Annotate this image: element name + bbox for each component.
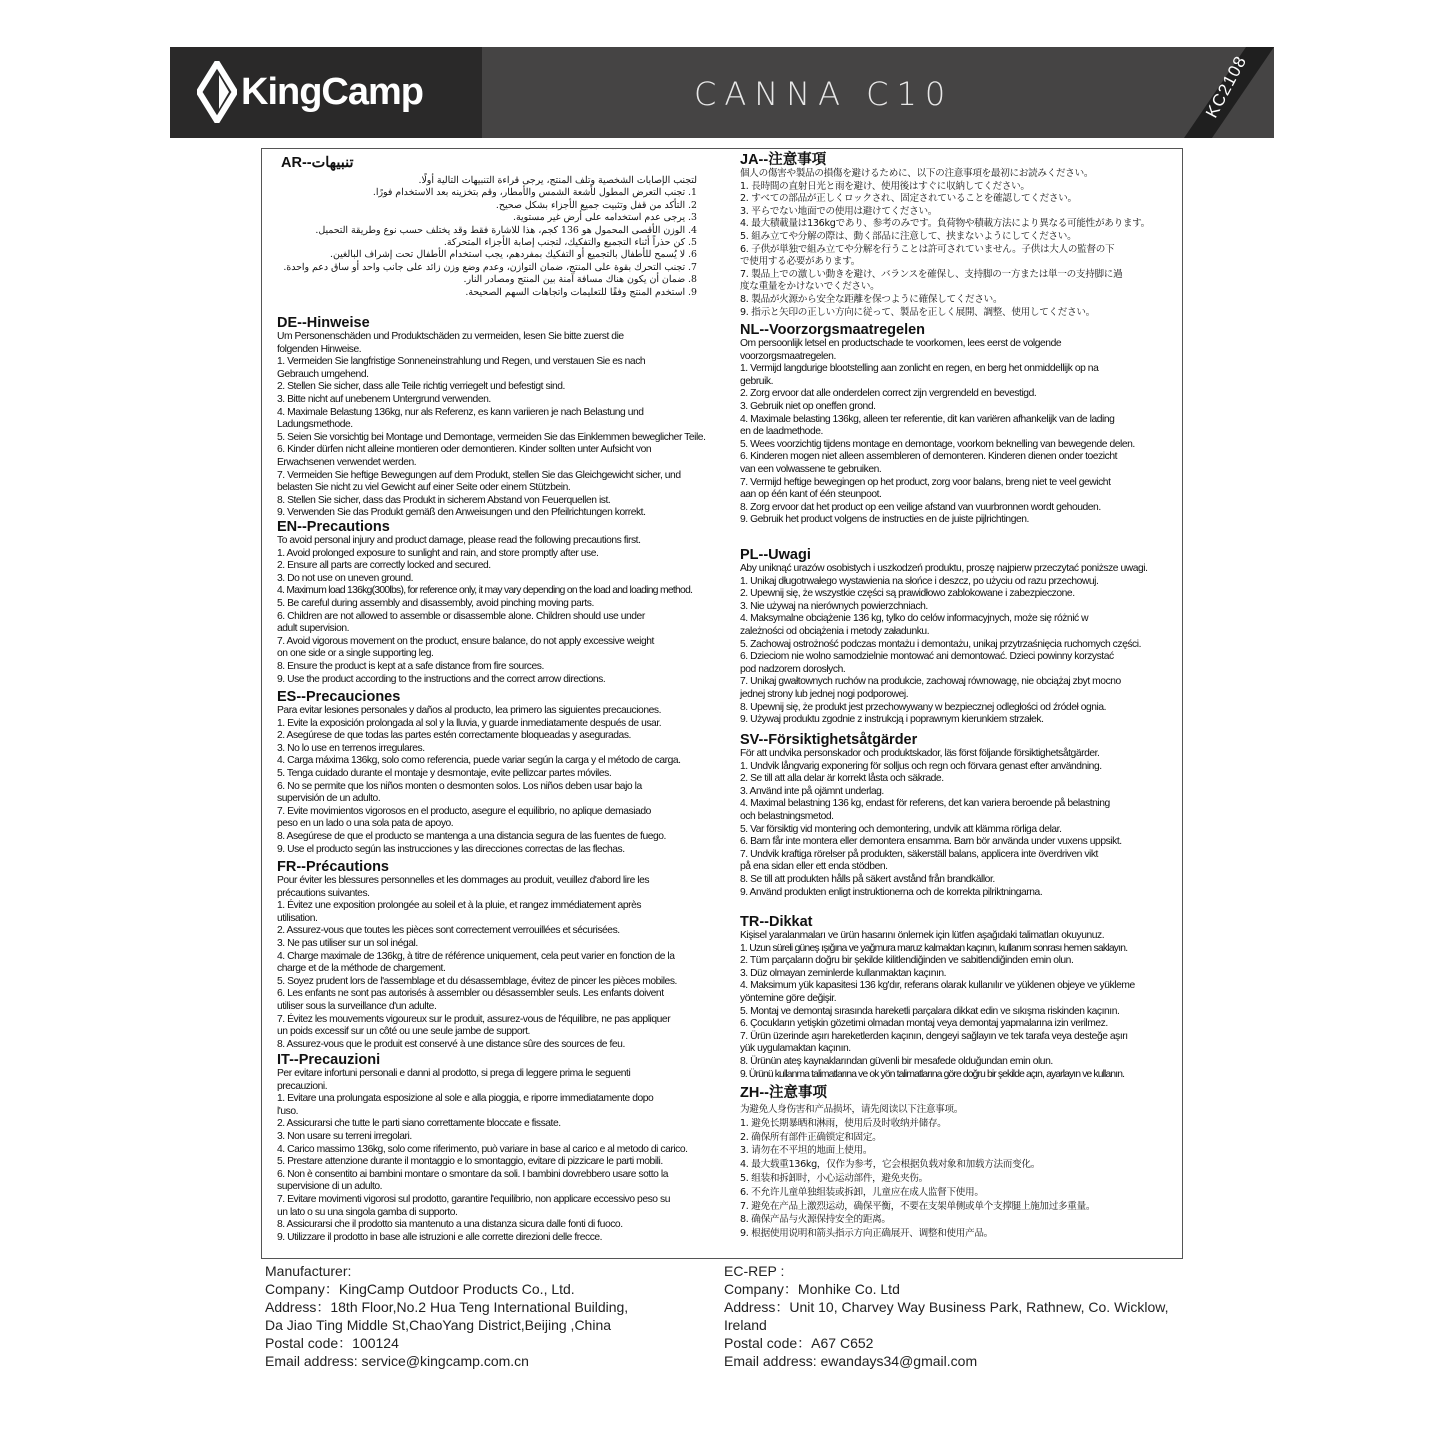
text-line: 9. Verwenden Sie das Produkt gemäß den Anweisungen und den Pfeilrichtungen korrekt. [277, 507, 646, 519]
ec-rep-company: Company：Monhike Co. Ltd [724, 1281, 900, 1297]
text-line: 3. يرجى عدم استخدامه على أرض غير مستوية. [513, 212, 697, 224]
text-line: 9. Use el producto según las instrucciones y las direcciones correctas de las flechas. [277, 843, 625, 855]
text-line: 度な重量をかけないでください。 [740, 281, 880, 293]
section-en [277, 519, 737, 686]
text-line: 6. Kinderen mogen niet alleen assembleren of demonteren. Kinderen dienen onder toezicht [740, 451, 1118, 463]
brand-logo [197, 61, 423, 123]
text-line: 6. Çocukların yetişkin gözetimi olmadan montaj veya demontaj yapmalarına izin verilmez. [740, 1018, 1108, 1030]
text-line: 8. Asegúrese de que el producto se mantenga a una distancia segura de las fuentes de fuego. [277, 830, 666, 842]
text-line: 4. Maximale Belastung 136kg, nur als Referenz, es kann variieren je nach Belastung und [277, 406, 644, 418]
text-line: 3. Gebruik niet op oneffen grond. [740, 400, 876, 412]
section-body [277, 705, 737, 856]
text-line: on one side or a single supporting leg. [277, 648, 434, 660]
ec-rep-email: Email address: ewandays34@gmail.com [724, 1353, 978, 1369]
text-line: 8. ضمان أن يكون هناك مسافة آمنة بين المنتج ومصادر النار. [463, 274, 697, 286]
text-line: 8. Se till att produkten hålls på säkert avstånd från brandkällor. [740, 873, 995, 885]
text-line: 7. Ürün üzerinde aşırı hareketlerden kaçının, dengeyi sağlayın ve tek tarafa veya desteğe aşırı [740, 1030, 1128, 1042]
text-line: charge et de la méthode de chargement. [277, 963, 446, 975]
text-line: 2. التأكد من قفل وتثبيت جميع الأجزاء بشكل صحيح. [495, 199, 697, 211]
text-line: 1. 長時間の直射日光と雨を避け、使用後はすぐに収納してください。 [740, 180, 1030, 192]
text-line: 8. Assurez-vous que le produit est conservé à une distance sûre des sources de feu. [277, 1038, 625, 1050]
text-line: 为避免人身伤害和产品损坏，请先阅读以下注意事项。 [740, 1104, 964, 1115]
text-line: 7. Vermijd heftige bewegingen op het product, zorg voor balans, breng niet te veel gewicht [740, 476, 1111, 488]
text-line: Pour éviter les blessures personnelles et les dommages au produit, veuillez d'abord lire les [277, 875, 650, 886]
text-line: 7. 避免在产品上激烈运动，确保平衡，不要在支架单侧或单个支撑腿上施加过多重量。 [740, 1200, 1096, 1212]
manufacturer-postal-code: Postal code：100124 [265, 1335, 399, 1351]
model-code: KC2108 [1201, 52, 1251, 121]
text-line: 8. Ensure the product is kept at a safe distance from fire sources. [277, 660, 544, 672]
section-body [740, 563, 1180, 727]
text-line: och belastningsmetod. [740, 810, 834, 822]
text-line: 9. Use the product according to the instructions and the correct arrow directions. [277, 673, 606, 685]
text-line: 3. Düz olmayan zeminlerde kullanmaktan kaçının. [740, 967, 947, 979]
text-line: 6. 子供が単独で組み立てや分解を行うことは許可されていません。子供は大人の監督の下 [740, 243, 1115, 255]
text-line: 5. Montaj ve demontaj sırasında hareketli parçalara dikkat edin ve sıkışma riskinden kaçının. [740, 1005, 1120, 1017]
text-line: précautions suivantes. [277, 887, 370, 899]
section-title: FR--Précautions [277, 859, 389, 875]
text-line: 5. 組み立てや分解の際は、動く部品に注意して、挟まないようにしてください。 [740, 230, 1077, 242]
section-de [277, 315, 737, 520]
text-line: 1. تجنب التعرض المطول لأشعة الشمس والأمطار، وقم بتخزينه بعد الاستخدام فورًا. [372, 187, 697, 199]
text-line: 7. Evitare movimenti vigorosi sul prodotto, garantire l'equilibrio, non applicare eccessivo peso su [277, 1193, 670, 1205]
text-line: 1. Vermijd langdurige blootstelling aan zonlicht en regen, en berg het onmiddellijk op na [740, 363, 1099, 375]
section-tr [740, 914, 1180, 1081]
text-line: 個人の傷害や製品の損傷を避けるために、以下の注意事項を最初にお読みください。 [740, 168, 1094, 179]
text-line: 5. Tenga cuidado durante el montaje y desmontaje, evite pellizcar partes móviles. [277, 767, 612, 779]
section-it [277, 1052, 737, 1244]
text-line: 5. Wees voorzichtig tijdens montage en demontage, voorkom beknelling van bewegende delen. [740, 438, 1135, 450]
text-line: supervisión de un adulto. [277, 793, 381, 805]
text-line: 7. Avoid vigorous movement on the product, ensure balance, do not apply excessive weight [277, 635, 654, 647]
text-line: 8. Zorg ervoor dat het product op een veilige afstand van vuurbronnen wordt gehouden. [740, 501, 1101, 513]
text-line: 8. Stellen Sie sicher, dass das Produkt in sicherem Abstand von Feuerquellen ist. [277, 494, 611, 506]
text-line: 3. Använd inte på ojämnt underlag. [740, 785, 884, 797]
text-line: 4. Charge maximale de 136kg, à titre de référence uniquement, cela peut varier en fonction de la [277, 950, 675, 962]
text-line: لتجنب الإصابات الشخصية وتلف المنتج، يرجى قراءة التنبيهات التالية أولًا. [418, 175, 697, 186]
text-line: supervisione di un adulto. [277, 1181, 383, 1193]
section-title: ES--Precauciones [277, 689, 401, 705]
section-body [740, 1103, 1180, 1241]
text-line: 8. Assicurarsi che il prodotto sia mantenuto a una distanza sicura dalle fonti di fuoco. [277, 1219, 623, 1231]
brand-name: KingCamp [241, 70, 423, 113]
text-line: 3. Ne pas utiliser sur un sol inégal. [277, 937, 418, 949]
text-line: 2. Stellen Sie sicher, dass alle Teile richtig verriegelt und befestigt sind. [277, 381, 565, 393]
text-line: 5. كن حذراً أثناء التجميع والتفكيك، لتجنب إصابة الأجزاء المتحركة. [443, 237, 697, 249]
product-name: CANNA C10 [694, 75, 954, 113]
section-body [740, 748, 1180, 899]
text-line: 5. Seien Sie vorsichtig bei Montage und Demontage, vermeiden Sie das Einklemmen beweglicher Teile. [277, 431, 706, 443]
text-line: 4. الوزن الأقصى المحمول هو 136 كجم، هذا للاشارة فقط وقد يختلف حسب نوع وطريقة التحميل. [315, 224, 697, 236]
text-line: aan op één kant of één steunpoot. [740, 489, 882, 501]
text-line: 3. Do not use on uneven ground. [277, 572, 414, 584]
text-line: på ena sidan eller ett enda stödben. [740, 861, 888, 873]
text-line: 2. Upewnij się, że wszystkie części są prawidłowo zablokowane i zabezpieczone. [740, 588, 1075, 600]
text-line: 2. Asegúrese de que todas las partes estén correctamente bloqueadas y aseguradas. [277, 730, 631, 742]
manufacturer-heading: Manufacturer: [265, 1263, 352, 1279]
section-body [277, 535, 737, 686]
text-line: 6. Les enfants ne sont pas autorisés à assembler ou désassembler seuls. Les enfants doivent [277, 988, 664, 1000]
text-line: l'uso. [277, 1105, 299, 1117]
text-line: 7. Unikaj gwałtownych ruchów na produkcie, zachowaj równowagę, nie obciążaj zbyt mocno [740, 676, 1121, 688]
text-line: 8. 确保产品与火源保持安全的距离。 [740, 1214, 891, 1226]
text-line: 7. Évitez les mouvements vigoureux sur le produit, assurez-vous de l'équilibre, ne pas appliquer [277, 1013, 671, 1025]
text-line: Para evitar lesiones personales y daños al producto, lea primero las siguientes precauciones. [277, 705, 661, 716]
ec-rep-address-line-1: Address：Unit 10, Charvey Way Business Park, Rathnew, Co. Wicklow, [724, 1299, 1169, 1315]
text-line: un poids excessif sur un côté ou une seule jambe de support. [277, 1026, 530, 1038]
section-es [277, 689, 737, 856]
section-body [740, 168, 1180, 319]
text-line: 1. Unikaj długotrwałego wystawienia na słońce i deszcz, po użyciu od razu przechowuj. [740, 575, 1099, 587]
text-line: yük uygulamaktan kaçının. [740, 1043, 851, 1055]
header-banner [170, 47, 1274, 138]
text-line: För att undvika personskador och produktskador, läs först följande försiktighetsåtgärder. [740, 748, 1100, 759]
text-line: 5. Var försiktig vid montering och demontering, undvik att klämma rörliga delar. [740, 823, 1062, 835]
text-line: Ladungsmethode. [277, 419, 353, 431]
text-line: 3. No lo use en terrenos irregulares. [277, 742, 425, 754]
text-line: 2. Assicurarsi che tutte le parti siano correttamente bloccate e fissate. [277, 1118, 561, 1130]
text-line: precauzioni. [277, 1080, 328, 1092]
precautions-box [261, 148, 1183, 1259]
text-line: 9. Utilizzare il prodotto in base alle istruzioni e alle corrette direzioni delle frecce. [277, 1231, 603, 1243]
section-body [277, 875, 737, 1051]
kingcamp-diamond-icon [197, 61, 237, 123]
text-line: Um Personenschäden und Produktschäden zu vermeiden, lesen Sie bitte zuerst die [277, 331, 624, 342]
text-line: 4. Maksimum yük kapasitesi 136 kg'dır, referans olarak kullanılır ve yüklenen objeye ve yükleme [740, 980, 1135, 992]
text-line: Aby uniknąć urazów osobistych i uszkodzeń produktu, proszę najpierw przeczytać poniższe uwagi. [740, 563, 1148, 574]
section-zh [740, 1085, 1180, 1241]
text-line: 6. Non è consentito ai bambini montare o smontare da soli. I bambini dovrebbero usare sotto la [277, 1168, 668, 1180]
text-line: peso en un lado o una sola pata de apoyo. [277, 818, 454, 830]
section-ar [277, 155, 737, 299]
text-line: jednej strony lub jednej nogi podporowej. [740, 688, 909, 700]
text-line: 3. Nie używaj na nierównych powierzchniach. [740, 600, 928, 612]
text-line: yöntemine göre değişir. [740, 992, 837, 1004]
text-line: 1. Evitare una prolungata esposizione al sole e alla pioggia, e riporre immediatamente dopo [277, 1093, 654, 1105]
text-line: 6. Kinder dürfen nicht alleine montieren oder demontieren. Kinder sollten unter Aufsicht von [277, 444, 652, 456]
text-line: 2. Tüm parçaların doğru bir şekilde kilitlendiğinden ve sabitlendiğinden emin olun. [740, 955, 1074, 967]
section-ja [740, 152, 1180, 319]
text-line: 2. Assurez-vous que toutes les pièces sont correctement verrouillées et sécurisées. [277, 925, 620, 937]
text-line: 7. Evite movimientos vigorosos en el producto, asegure el equilibrio, no aplique demasiado [277, 805, 651, 817]
section-title: PL--Uwagi [740, 547, 811, 563]
section-title: EN--Precautions [277, 519, 390, 535]
manufacturer-email: Email address: service@kingcamp.com.cn [265, 1353, 529, 1369]
text-line: 2. すべての部品が正しくロックされ、固定されていることを確認してください。 [740, 193, 1077, 205]
ec-rep-address-line-2: Ireland [724, 1317, 767, 1333]
section-body [740, 930, 1180, 1081]
text-line: 5. Prestare attenzione durante il montaggio e lo smontaggio, evitare di pizzicare le parti mobili. [277, 1156, 663, 1168]
section-title: IT--Precauzioni [277, 1052, 381, 1068]
text-line: 4. Maximum load 136kg(300lbs), for reference only, it may vary depending on the load and loading method. [277, 585, 693, 597]
text-line: 4. Maximal belastning 136 kg, endast för referens, det kan variera beroende på belastning [740, 798, 1110, 810]
text-line: 6. Dzieciom nie wolno samodzielnie montować ani demontować. Dzieci powinny korzystać [740, 651, 1114, 663]
text-line: で使用する必要があります。 [740, 256, 861, 268]
text-line: 7. Vermeiden Sie heftige Bewegungen auf dem Produkt, stellen Sie das Gleichgewicht sicher, und [277, 469, 681, 481]
text-line: 5. Be careful during assembly and disassembly, avoid pinching moving parts. [277, 597, 594, 609]
section-sv [740, 732, 1180, 899]
text-line: 9. 指示と矢印の正しい方向に従って、製品を正しく展開、調整、使用してください。 [740, 306, 1095, 318]
text-line: 4. Maksymalne obciążenie 136 kg, tylko do celów informacyjnych, może się różnić w [740, 613, 1089, 625]
text-line: pod nadzorem dorosłych. [740, 663, 846, 675]
text-line: 9. 根据使用说明和箭头指示方向正确展开、调整和使用产品。 [740, 1228, 993, 1240]
text-line: 5. Soyez prudent lors de l'assemblage et du désassemblage, évitez de pincer les pièces mobiles. [277, 975, 677, 987]
text-line: van een volwassene te gebruiken. [740, 463, 882, 475]
text-line: 4. Carga máxima 136kg, solo como referencia, puede variar según la carga y el método de carga. [277, 755, 681, 767]
text-line: 3. 平らでない地面での使用は避けてください。 [740, 205, 938, 217]
text-line: zależności od obciążenia i metody załadunku. [740, 625, 930, 637]
text-line: 3. Non usare su terreni irregolari. [277, 1130, 412, 1142]
manufacturer-address-line-2: Da Jiao Ting Middle St,ChaoYang District,Beijing ,China [265, 1317, 612, 1333]
text-line: 4. Maximale belasting 136kg, alleen ter referentie, dit kan variëren afhankelijk van de lading [740, 413, 1115, 425]
manufacturer-company: Company：KingCamp Outdoor Products Co., Ltd. [265, 1281, 575, 1297]
text-line: 3. Bitte nicht auf unebenem Untergrund verwenden. [277, 393, 491, 405]
text-line: 8. 製品が火源から安全な距離を保つように確保してください。 [740, 293, 1003, 305]
text-line: 4. Carico massimo 136kg, solo come riferimento, può variare in base al carico e al metodo di carico. [277, 1143, 688, 1155]
text-line: 4. 最大積載量は136kgであり、参考のみです。負荷物や積載方法により異なる可能性があります。 [740, 218, 1150, 230]
text-line: adult supervision. [277, 623, 350, 635]
text-line: 7. Undvik kraftiga rörelser på produkten, säkerställ balans, applicera inte överdriven vikt [740, 848, 1098, 860]
text-line: 9. Używaj produktu zgodnie z instrukcją i poprawnym kierunkiem strzałek. [740, 714, 1044, 726]
manufacturer-address-line-1: Address：18th Floor,No.2 Hua Teng International Building, [265, 1299, 629, 1315]
text-line: 6. No se permite que los niños monten o desmonten solos. Los niños deben usar bajo la [277, 780, 642, 792]
text-line: Per evitare infortuni personali e danni al prodotto, si prega di leggere prima le seguenti [277, 1068, 631, 1079]
text-line: gebruik. [740, 375, 774, 387]
section-body [277, 175, 737, 299]
section-body [277, 1068, 737, 1244]
text-line: 2. Zorg ervoor dat alle onderdelen correct zijn vergrendeld en bevestigd. [740, 388, 1037, 400]
text-line: 6. Children are not allowed to assemble or disassemble alone. Children should use under [277, 610, 645, 622]
text-line: 7. 製品上での激しい動きを避け、バランスを確保し、支持脚の一方または単一の支持脚に過 [740, 268, 1123, 280]
section-nl [740, 322, 1180, 527]
ec-rep-heading: EC-REP : [724, 1263, 785, 1279]
text-line: 8. Upewnij się, że produkt jest przechowywany w bezpiecznej odległości od źródeł ognia. [740, 701, 1107, 713]
section-title: TR--Dikkat [740, 914, 813, 930]
text-line: 2. Ensure all parts are correctly locked and secured. [277, 560, 491, 572]
text-line: 3. 请勿在不平坦的地面上使用。 [740, 1145, 873, 1157]
text-line: 1. Avoid prolonged exposure to sunlight and rain, and store promptly after use. [277, 547, 599, 559]
text-line: un lato o su una singola gamba di supporto. [277, 1206, 458, 1218]
text-line: 7. تجنب التحرك بقوة على المنتج، ضمان التوازن، وعدم وضع وزن زائد على جانب واحد أو ساق دعم واحدة. [283, 261, 697, 273]
manufacturer-info [265, 1262, 705, 1370]
text-line: folgenden Hinweise. [277, 343, 362, 355]
text-line: utiliser sous la surveillance d'un adulte. [277, 1000, 437, 1012]
section-title: DE--Hinweise [277, 315, 370, 331]
text-line: 9. Ürünü kullanma talimatlarına ve ok yön talimatlarına göre doğru bir şekilde açın, ayarlayın ve kullanın. [740, 1068, 1125, 1080]
text-line: 6. 不允许儿童单独组装或拆卸，儿童应在成人监督下使用。 [740, 1186, 984, 1198]
text-line: 4. 最大载重136kg，仅作为参考，它会根据负载对象和加载方法而变化。 [740, 1159, 1040, 1171]
section-title: ZH--注意事项 [740, 1085, 827, 1101]
text-line: 9. Använd produkten enligt instruktionerna och de korrekta pilriktningarna. [740, 886, 1043, 898]
text-line: 5. Zachowaj ostrożność podczas montażu i demontażu, unikaj przytrzaśnięcia ruchomych części. [740, 638, 1141, 650]
section-title: NL--Voorzorgsmaatregelen [740, 322, 926, 338]
text-line: 1. Vermeiden Sie langfristige Sonneneinstrahlung und Regen, und verstauen Sie es nach [277, 356, 646, 368]
text-line: belasten Sie nicht zu viel Gewicht auf einer Seite oder einem Stützbein. [277, 482, 571, 494]
text-line: Om persoonlijk letsel en productschade te voorkomen, lees eerst de volgende [740, 338, 1062, 349]
section-fr [277, 859, 737, 1051]
text-line: 1. Évitez une exposition prolongée au soleil et à la pluie, et rangez immédiatement après [277, 900, 642, 912]
ec-rep-postal-code: Postal code：A67 C652 [724, 1335, 874, 1351]
text-line: 1. Uzun süreli güneş ışığına ve yağmura maruz kalmaktan kaçının, kullanım sonrası hemen saklayın. [740, 942, 1128, 954]
section-title: AR--تنبيهات [281, 155, 354, 171]
text-line: To avoid personal injury and product damage, please read the following precautions first. [277, 535, 641, 546]
section-pl [740, 547, 1180, 727]
text-line: 6. Barn får inte montera eller demontera ensamma. Barn bör använda under vuxens uppsikt. [740, 836, 1122, 848]
text-line: 2. 确保所有部件正确锁定和固定。 [740, 1131, 882, 1143]
text-line: 6. لا يُسمح للأطفال بالتجميع أو التفكيك بمفردهم، يجب استخدام الأطفال تحت إشراف البالغين. [329, 249, 697, 261]
section-title: SV--Försiktighetsåtgärder [740, 732, 918, 748]
text-line: 1. Evite la exposición prolongada al sol y la lluvia, y guarde inmediatamente después de usar. [277, 717, 662, 729]
text-line: 9. Gebruik het product volgens de instructies en de juiste pijlrichtingen. [740, 514, 1029, 526]
text-line: 1. 避免长期暴晒和淋雨，使用后及时收纳并储存。 [740, 1117, 947, 1129]
text-line: 1. Undvik långvarig exponering för solljus och regn och förvara genast efter användning. [740, 760, 1102, 772]
text-line: en de laadmethode. [740, 426, 823, 438]
section-body [277, 331, 737, 520]
text-line: 8. Ürünün ateş kaynaklarından güvenli bir mesafede olduğundan emin olun. [740, 1055, 1053, 1067]
text-line: voorzorgsmaatregelen. [740, 350, 836, 362]
text-line: 2. Se till att alla delar är korrekt låsta och säkrade. [740, 773, 944, 785]
text-line: Gebrauch umgehend. [277, 368, 369, 380]
section-title: JA--注意事項 [740, 152, 827, 168]
text-line: 5. 组装和拆卸时，小心运动部件，避免夹伤。 [740, 1172, 928, 1184]
text-line: utilisation. [277, 912, 318, 924]
text-line: 9. استخدم المنتج وفقًا للتعليمات واتجاهات السهم الصحيحة. [465, 286, 697, 298]
text-line: Erwachsenen verwendet werden. [277, 456, 417, 468]
text-line: Kişisel yaralanmaları ve ürün hasarını önlemek için lütfen aşağıdaki talimatları okuyunuz. [740, 930, 1105, 941]
ec-rep-info [724, 1262, 1194, 1370]
section-body [740, 338, 1180, 527]
